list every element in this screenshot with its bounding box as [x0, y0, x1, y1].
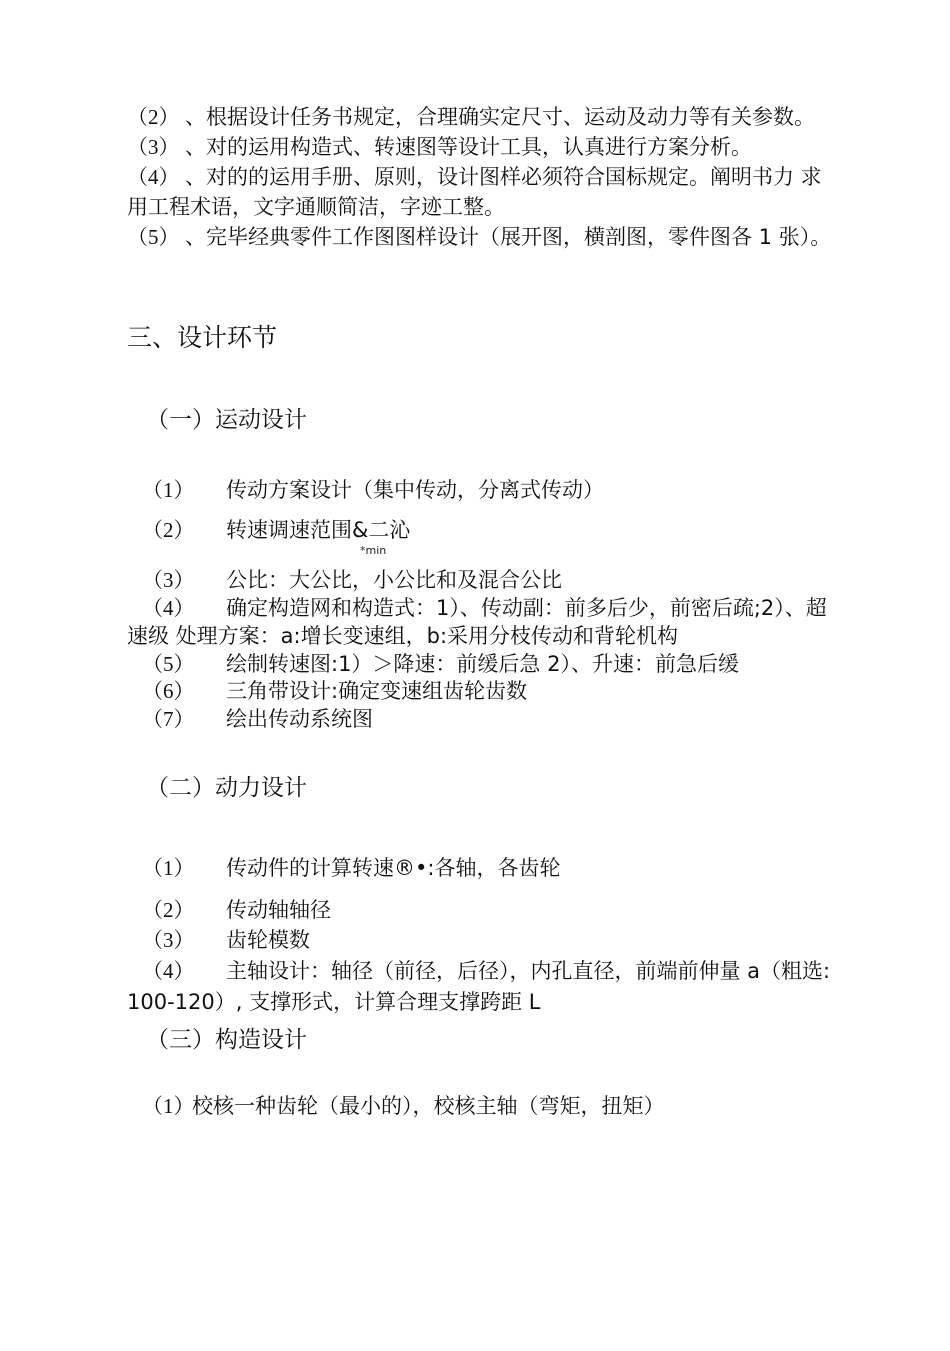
item-number: （5）	[127, 225, 180, 249]
item-number: （3）	[142, 928, 195, 952]
item-text: 、完毕经典零件工作图图样设计（展开图，横剖图，零件图各 1 张）。	[185, 225, 832, 249]
item-text: 绘制转速图:1）＞降速：前缓后急 2）、升速：前急后缓	[226, 652, 739, 676]
item-number: （2）	[142, 518, 195, 542]
power-item-2	[142, 896, 331, 924]
requirement-item-4	[127, 163, 822, 191]
item-number: （3）	[142, 568, 195, 592]
item-number: （5）	[142, 652, 195, 676]
power-item-3	[142, 926, 310, 954]
item-text: 确定构造网和构造式：1）、传动副：前多后少，前密后疏;2）、超	[226, 596, 827, 620]
item-text: 传动件的计算转速®•:各轴，各齿轮	[226, 856, 561, 880]
requirement-item-3	[127, 133, 752, 161]
item-text: 校核一种齿轮（最小的），校核主轴（弯矩，扭矩）	[192, 1094, 665, 1118]
requirement-item-2	[127, 103, 815, 131]
item-number: （2）	[142, 898, 195, 922]
item-text: 传动方案设计（集中传动，分离式传动）	[226, 478, 604, 502]
item-text: 公比：大公比，小公比和及混合公比	[226, 568, 562, 592]
item-number: （4）	[142, 596, 195, 620]
item-text: 、对的运用构造式、转速图等设计工具，认真进行方案分析。	[185, 135, 752, 159]
item-number: （1）	[142, 478, 195, 502]
power-item-4-continuation: 100-120）, 支撑形式，计算合理支撑跨距 L	[127, 990, 541, 1014]
motion-item-4	[142, 594, 827, 622]
structure-item-1	[142, 1092, 665, 1120]
section-title: 三、设计环节	[127, 323, 278, 352]
item-text: 齿轮模数	[226, 928, 310, 952]
motion-item-7	[142, 705, 373, 733]
motion-item-1	[142, 476, 604, 504]
item-text: 、根据设计任务书规定，合理确实定尺寸、运动及动力等有关参数。	[185, 105, 815, 129]
item-number: （6）	[142, 679, 195, 703]
motion-item-5	[142, 650, 739, 678]
power-design-heading: （二）动力设计	[146, 775, 307, 801]
item-number: （1）	[142, 856, 195, 880]
requirement-item-5	[127, 223, 831, 251]
motion-item-6	[142, 677, 527, 705]
motion-design-heading: （一）运动设计	[146, 407, 307, 433]
item-text: 主轴设计：轴径（前径，后径），内孔直径，前端前伸量 a（粗选:	[226, 959, 831, 983]
item-number: （1）	[142, 1094, 195, 1118]
motion-item-4-continuation: 速级 处理方案：a:增长变速组，b:采用分枝传动和背轮机构	[127, 624, 679, 648]
motion-item-3	[142, 566, 562, 594]
item-number: （4）	[127, 165, 180, 189]
item-number: （2）	[127, 105, 180, 129]
item-text: 传动轴轴径	[226, 898, 331, 922]
item-number: （3）	[127, 135, 180, 159]
item-text: 转速调速范围&二沁	[226, 518, 411, 542]
motion-item-2	[142, 516, 410, 544]
item-text: 三角带设计:确定变速组齿轮齿数	[226, 679, 528, 703]
item-text: 、对的的运用手册、原则，设计图样必须符合国标规定。阐明书力 求	[185, 165, 822, 189]
power-item-4	[142, 957, 830, 985]
requirement-item-4-continuation: 用工程术语，文字通顺简洁，字迹工整。	[127, 195, 505, 219]
formula-note: *min	[360, 544, 387, 557]
item-text: 绘出传动系统图	[226, 707, 373, 731]
power-item-1	[142, 854, 560, 882]
item-number: （7）	[142, 707, 195, 731]
structure-design-heading: （三）构造设计	[146, 1027, 307, 1053]
item-number: （4）	[142, 959, 195, 983]
